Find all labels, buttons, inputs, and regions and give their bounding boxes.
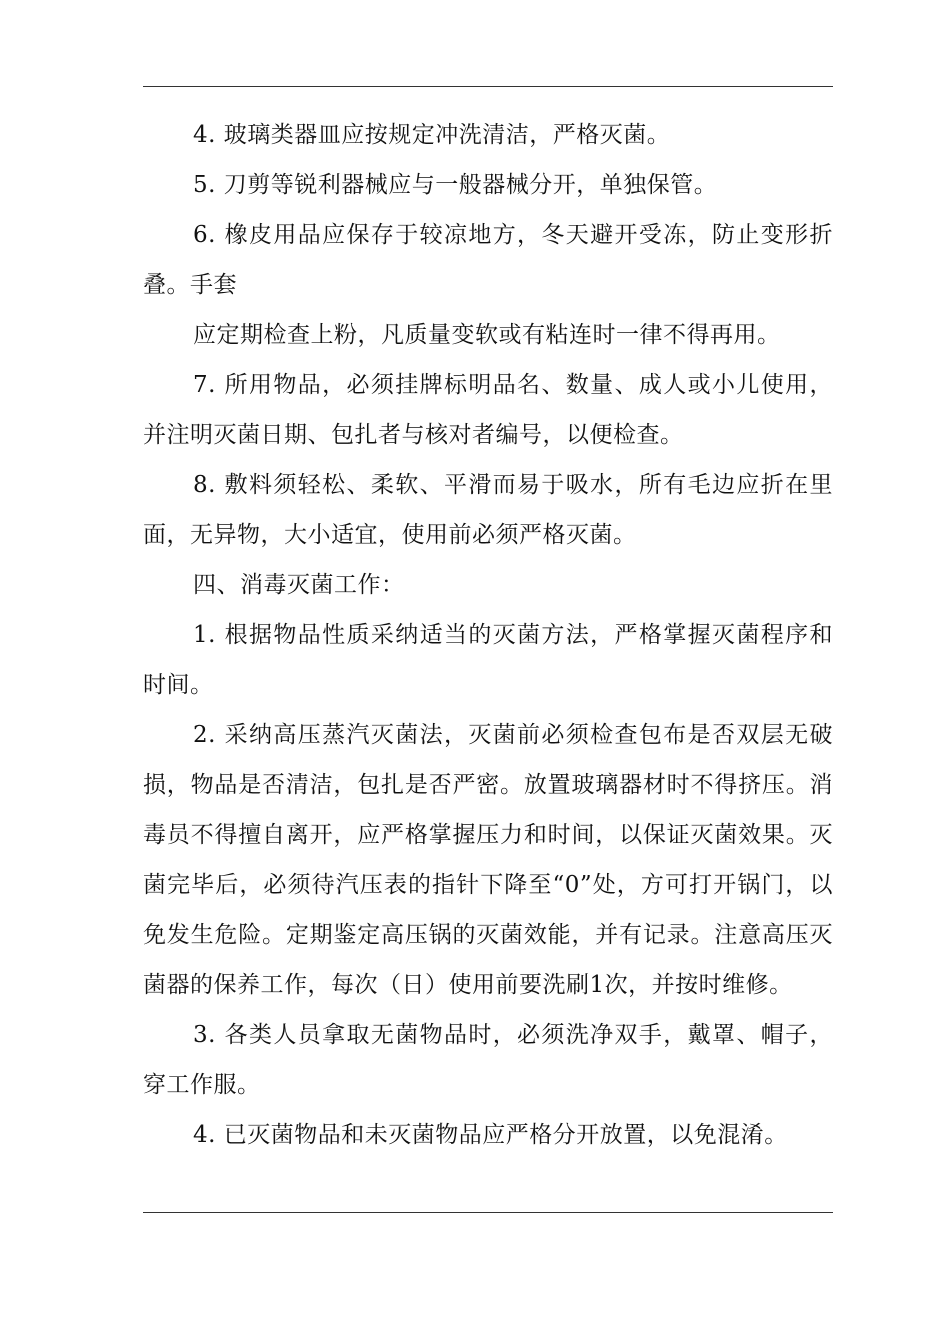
paragraph-method-selection: 1. 根据物品性质采纳适当的灭菌方法，严格掌握灭菌程序和时间。 [143, 622, 833, 698]
header-rule [143, 86, 833, 87]
paragraph-separation: 4. 已灭菌物品和未灭菌物品应严格分开放置，以免混淆。 [193, 1122, 788, 1148]
section-heading-sterilization: 四、消毒灭菌工作： [193, 572, 405, 598]
paragraph-labeling: 7. 所用物品，必须挂牌标明品名、数量、成人或小儿使用，并注明灭菌日期、包扎者与核对者编号，以便检查。 [143, 372, 833, 448]
paragraph-handling: 3. 各类人员拿取无菌物品时，必须洗净双手，戴罩、帽子，穿工作服。 [143, 1022, 833, 1098]
paragraph-glassware: 4. 玻璃类器皿应按规定冲洗清洁，严格灭菌。 [193, 122, 671, 148]
document-body [143, 110, 833, 1160]
footer-rule [143, 1212, 833, 1213]
paragraph-dressings: 8. 敷料须轻松、柔软、平滑而易于吸水，所有毛边应折在里面，无异物，大小适宜，使用前必须严格灭菌。 [143, 472, 833, 548]
paragraph-rubber-goods: 6. 橡皮用品应保存于较凉地方，冬天避开受冻，防止变形折叠。手套 [143, 222, 833, 298]
paragraph-gloves: 应定期检查上粉，凡质量变软或有粘连时一律不得再用。 [193, 322, 781, 348]
paragraph-autoclave: 2. 采纳高压蒸汽灭菌法，灭菌前必须检查包布是否双层无破损，物品是否清洁，包扎是否严密。放置玻璃器材时不得挤压。消毒员不得擅自离开，应严格掌握压力和时间，以保证灭菌效果。灭菌完毕后，必须待汽压表的指针下降至“0”处，方可打开锅门，以免发生危险。定期鉴定高压锅的灭菌效能，并有记录。注意高压灭菌器的保养工作，每次（日）使用前要洗刷1次，并按时维修。 [143, 722, 833, 998]
paragraph-sharp-instruments: 5. 刀剪等锐利器械应与一般器械分开，单独保管。 [193, 172, 718, 198]
